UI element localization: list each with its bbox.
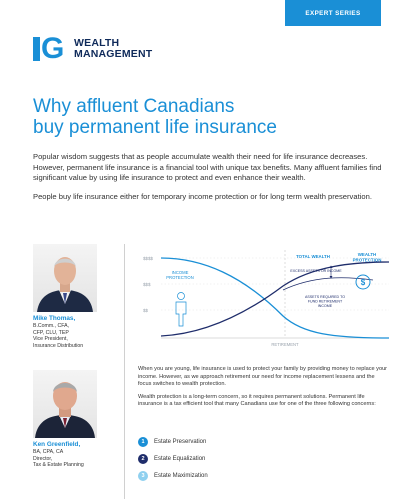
intro-paragraph-1: Popular wisdom suggests that as people accumulate wealth their need for life insurance decreases. However, permanent life insurance is a financial tool with unique tax benefits. Many affluent families find significant value by using life insurance to protect and even enhance their wealth.	[33, 152, 382, 183]
wealth-protection-label: WEALTH	[357, 252, 377, 257]
ken-greenfield-name: Ken Greenfield,	[33, 441, 81, 448]
excess-assets-label: EXCESS ASSETS OR INCOME	[290, 269, 342, 273]
income-protection-label: PROTECTION	[166, 275, 194, 280]
y-tick-label: $$	[143, 308, 149, 313]
total-wealth-label: TOTAL WEALTH	[296, 254, 330, 259]
income-protection-curve	[161, 258, 389, 338]
mike-thomas-photo	[33, 244, 97, 312]
y-tick-label: $$$	[143, 282, 151, 287]
body-paragraph-1: When you are young, life insurance is used to protect your family by providing money to replace your income. However, as we approach retirement our need for income replacement lessens and the focus switches to wealth protection.	[138, 366, 388, 388]
assets-required-label: INCOME	[317, 304, 333, 308]
author-ken-greenfield: Ken Greenfield, BA, CPA, CA Director, Tax & Estate Planning	[33, 370, 118, 469]
concern-item: 1 Estate Preservation	[138, 433, 208, 450]
retirement-label: RETIREMENT	[271, 342, 299, 347]
ken-greenfield-photo	[33, 370, 97, 438]
ig-wealth-management-logo	[33, 34, 152, 64]
y-tick-label: $$$$	[143, 256, 154, 261]
wealth-protection-chart	[133, 246, 395, 354]
person-icon	[176, 293, 186, 327]
logo-wordmark: WEALTH MANAGEMENT	[74, 37, 153, 60]
intro-text	[33, 152, 388, 210]
concerns-list	[138, 433, 208, 484]
svg-text:$: $	[360, 278, 366, 287]
wealth-protection-label: PROTECTION	[352, 257, 382, 263]
mike-thomas-name: Mike Thomas,	[33, 315, 76, 322]
total-wealth-curve	[161, 262, 389, 336]
number-badge: 2	[138, 454, 148, 464]
body-paragraph-2: Wealth protection is a long-term concern, so it requires permanent solutions. Permanent life insurance is a tax efficient tool that many Canadians use for one of the three following concerns:	[138, 393, 376, 408]
dollar-icon	[356, 275, 370, 289]
assets-required-label: ASSETS REQUIRED TO	[304, 295, 346, 299]
author-mike-thomas: Mike Thomas, B.Comm., CFA, CFP, CLU, TEP Vice President, Insurance Distribution	[33, 244, 118, 349]
expert-series-badge: EXPERT SERIES	[285, 0, 381, 26]
income-protection-label: INCOME	[171, 270, 189, 275]
number-badge: 3	[138, 471, 148, 481]
concern-item: 2 Estate Equalization	[138, 450, 208, 467]
body-text	[138, 366, 388, 414]
column-divider	[124, 244, 125, 499]
concern-item: 3 Estate Maximization	[138, 467, 208, 484]
assets-required-label: FUND RETIREMENT	[307, 299, 343, 304]
number-badge: 1	[138, 437, 148, 447]
intro-paragraph-2: People buy life insurance either for temporary income protection or for long term wealth preservation.	[33, 191, 372, 201]
page-title: Why affluent Canadians buy permanent life insurance	[33, 96, 277, 138]
ig-logo-mark: G	[33, 34, 71, 64]
